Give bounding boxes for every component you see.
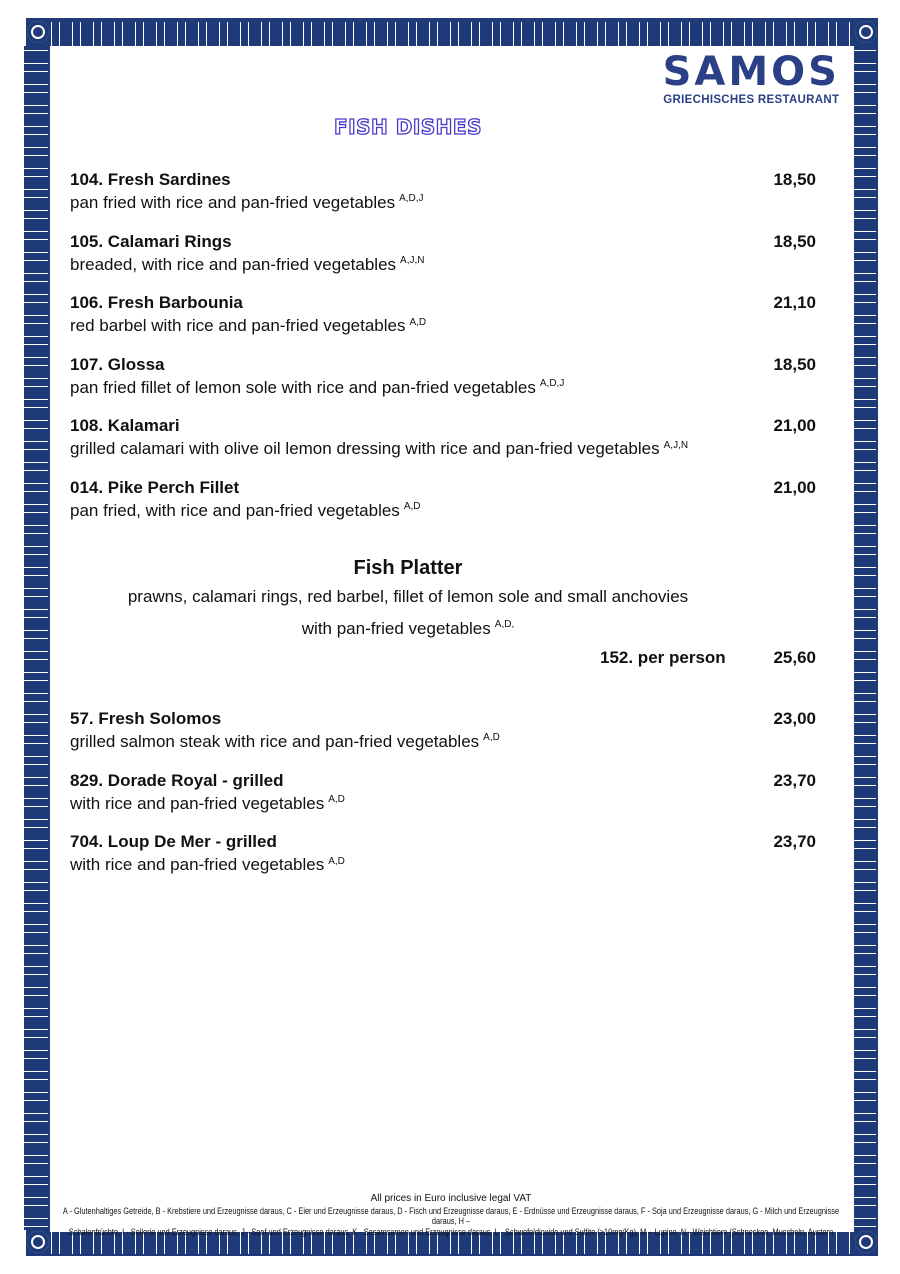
item-header [70,169,816,191]
restaurant-logo [663,50,840,106]
item-header [70,477,816,499]
item-header [70,354,816,376]
item-header [70,831,816,853]
platter-price-row [600,648,816,668]
item-header [70,708,816,730]
menu-item [70,169,816,215]
item-description: pan fried fillet of lemon sole with rice and pan-fried vegetables $^{A,D,J}$ [70,377,565,397]
item-price: 23,70 [773,832,816,852]
allergen-codes: A,D [403,501,421,513]
item-header [70,415,816,437]
menu-page [50,46,854,1232]
item-name: 704. Loup De Mer - grilled [70,832,277,852]
allergen-codes: A,D,J [399,193,424,205]
item-name: 104. Fresh Sardines [70,170,231,189]
item-description: grilled calamari with olive oil lemon dressing with rice and pan-fried vegetables $^{A,J,N}$ [70,439,689,459]
menu-item [70,415,816,461]
menu-item [70,477,816,523]
menu-item [70,231,816,277]
item-description: breaded, with rice and pan-fried vegetables $^{A,J,N}$ [70,254,425,274]
menu-item [70,292,816,338]
logo-name: SAMOS [662,49,840,95]
border-pattern-top [48,22,856,46]
vat-note: All prices in Euro inclusive legal VAT [370,1193,532,1204]
corner-ornament-icon [27,1231,49,1253]
corner-ornament-icon [855,21,877,43]
platter-description-2: with pan-fried vegetables $^{A,D,}$ [301,619,515,638]
menu-item [70,770,816,816]
item-price: 18,50 [773,170,816,189]
item-description: pan fried, with rice and pan-fried vegetables $^{A,D}$ [70,501,421,520]
section-title: FISH DISHES [334,115,482,139]
menu-item [70,708,816,754]
item-name: 105. Calamari Rings [70,231,232,251]
footer [60,1194,842,1237]
item-price: 18,50 [773,354,816,374]
item-price: 23,70 [773,770,816,790]
item-price: 21,10 [773,293,816,313]
platter-title: Fish Platter [353,557,463,579]
item-header [70,770,816,792]
item-header [70,292,816,314]
logo-subtitle: GRIECHISCHES RESTAURANT [663,94,840,106]
item-description: red barbel with rice and pan-fried vegetables $^{A,D}$ [70,316,427,336]
allergen-codes: A,D [328,793,345,805]
menu-item [70,354,816,400]
item-description: grilled salmon steak with rice and pan-fried vegetables $^{A,D}$ [70,732,500,751]
allergen-codes: A,D [409,316,427,328]
platter-label: 152. per person [600,648,726,667]
menu-item [70,831,816,877]
item-name: 106. Fresh Barbounia [70,293,243,313]
corner-ornament-icon [27,21,49,43]
platter-price: 25,60 [773,648,816,667]
item-name: 108. Kalamari [70,416,180,436]
item-price: 21,00 [773,416,816,436]
platter-description: prawns, calamari rings, red barbel, fillet of lemon sole and small anchovies [127,587,689,606]
border-pattern-right [852,46,876,1230]
item-header [70,231,816,253]
allergen-codes: A,D, [494,619,515,631]
allergen-codes: A,J,N [400,254,425,266]
allergen-codes: A,J,N [663,439,689,451]
allergen-legend: A - Glutenhaltiges Getreide, B - Krebstiere und Erzeugnisse daraus, C - Eier und Erzeugnisse daraus, D - Fisch und Erzeugnisse daraus, E - Erdnüsse und Erzeugnisse daraus, F - Soja und Erzeugnisse daraus, G - Milch und Erzeugnisse daraus, H – Schalenfrüchte, I - Sellerie und Erzeugnisse daraus, J - Senf und Erzeugnisse daraus, K - Sesamsamen und Erzeugnisse daraus, L - Schwefeldioxide und Sulfite (>10mg/Kg), M – Lupine, N - Weichtiere (Schnecken, Muscheln, Austern [62,1205,840,1237]
item-price: 18,50 [773,231,816,251]
corner-ornament-icon [855,1231,877,1253]
item-description: with rice and pan-fried vegetables $^{A,D}$ [70,855,345,875]
item-name: 014. Pike Perch Fillet [70,478,240,497]
item-price: 23,00 [773,709,816,728]
item-name: 829. Dorade Royal - grilled [70,770,284,790]
allergen-codes: A,D [328,855,345,867]
item-price: 21,00 [773,478,816,497]
allergen-codes: A,D [483,732,500,744]
item-name: 107. Glossa [70,354,165,374]
item-description: with rice and pan-fried vegetables $^{A,D}$ [70,793,345,813]
item-name: 57. Fresh Solomos [70,709,222,728]
item-description: pan fried with rice and pan-fried vegetables $^{A,D,J}$ [70,193,424,212]
allergen-codes: A,D,J [539,378,565,390]
